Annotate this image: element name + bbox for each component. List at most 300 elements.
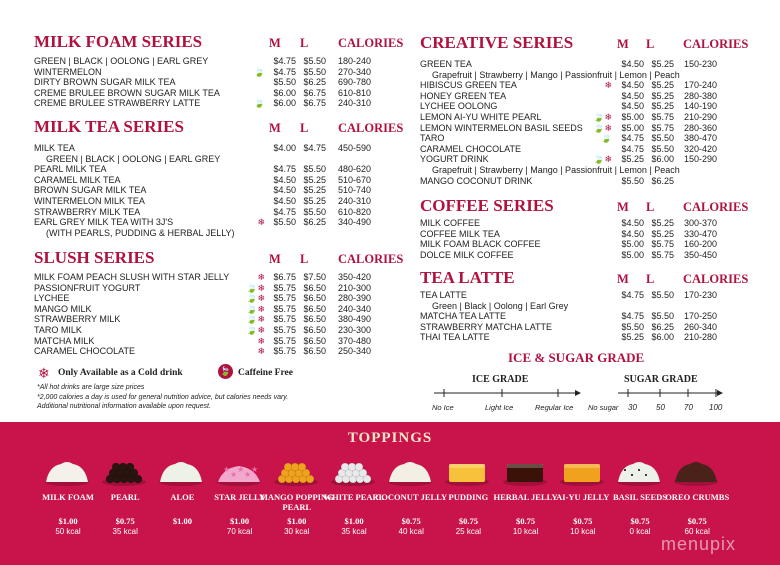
item-name: MANGO MILK	[34, 303, 92, 314]
col-m: M	[269, 36, 281, 50]
price-l: $5.25	[651, 59, 674, 69]
price-l: $6.25	[303, 77, 326, 88]
topping-name: COCONUT JELLY	[375, 492, 448, 502]
item-name: CREME BRULEE BROWN SUGAR MILK TEA	[34, 87, 220, 98]
price-l: $5.50	[303, 66, 326, 77]
menu-row	[34, 272, 394, 283]
calories: 150-290	[684, 154, 718, 165]
tea-latte-title: TEA LATTE	[420, 268, 515, 287]
item-name: STRAWBERRY MATCHA LATTE	[420, 321, 553, 332]
calories: 260-340	[684, 321, 718, 332]
sugar-label-30: 30	[628, 403, 637, 412]
item-name: MILK FOAM BLACK COFFEE	[420, 239, 541, 250]
item-name: MATCHA TEA LATTE	[420, 311, 507, 322]
creative-section	[420, 33, 780, 193]
topping-image	[672, 458, 720, 486]
price-m: $5.75	[273, 303, 296, 314]
item-name: (WITH PEARLS, PUDDING & HERBAL JELLY)	[46, 227, 235, 238]
price-l: $5.75	[651, 249, 674, 260]
menu-row	[34, 325, 394, 336]
item-name: YOGURT DRINK	[420, 154, 489, 165]
price-m: $5.75	[273, 282, 296, 293]
menu-row	[34, 143, 394, 154]
price-m: $4.50	[621, 228, 644, 239]
item-name: MANGO COCONUT DRINK	[420, 175, 533, 186]
price-m: $4.75	[273, 66, 296, 77]
topping-price: $0.75	[401, 516, 421, 526]
price-m: $4.00	[273, 143, 296, 153]
col-l: L	[300, 36, 309, 50]
topping-kcal: 50 kcal	[55, 527, 81, 536]
topping-price: $1.00	[287, 516, 307, 526]
calories: 210-290	[684, 112, 718, 122]
calories: 370-480	[338, 335, 372, 346]
topping-price: $0.75	[458, 516, 478, 526]
menu-row	[34, 283, 394, 294]
price-l: $5.25	[303, 174, 326, 185]
menu-row	[420, 229, 780, 240]
item-name: EARL GREY MILK TEA WITH 3J'S	[34, 217, 174, 228]
calories: 240-310	[338, 98, 372, 109]
calories: 170-240	[684, 80, 718, 91]
item-badge-icon: 🍃❄	[246, 325, 265, 335]
item-badge-icon: 🍃❄	[246, 282, 265, 293]
topping-price: $1.00	[344, 516, 364, 526]
price-l: $6.50	[303, 325, 326, 335]
price-l: $7.50	[303, 272, 326, 282]
item-name: LYCHEE	[34, 293, 70, 304]
calories: 280-380	[684, 90, 718, 101]
item-name: HIBISCUS GREEN TEA	[420, 80, 517, 91]
topping-name: WHITE PEARL	[323, 492, 385, 502]
col-l: L	[646, 37, 655, 51]
item-name: Green | Black | Oolong | Earl Grey	[432, 300, 569, 311]
menu-row	[420, 165, 780, 176]
note-hot: *All hot drinks are large size prices	[37, 384, 145, 391]
calories: 280-390	[338, 293, 372, 304]
calories: 240-340	[338, 303, 372, 314]
menu-row	[420, 218, 780, 229]
item-badge-icon: 🍃	[253, 66, 265, 77]
item-name: TARO MILK	[34, 325, 82, 335]
item-name: GREEN TEA	[420, 59, 472, 69]
menu-row	[420, 154, 780, 165]
calories: 240-310	[338, 196, 372, 206]
price-m: $4.50	[621, 101, 644, 112]
topping-name: PEARL	[110, 492, 140, 502]
price-m: $6.00	[273, 98, 296, 109]
col-l: L	[300, 121, 309, 135]
calories: 450-590	[338, 143, 372, 153]
ice-label-none: No Ice	[432, 403, 454, 412]
grade-title: ICE & SUGAR GRADE	[508, 350, 645, 365]
svg-text:★: ★	[250, 465, 258, 474]
menu-row	[420, 133, 780, 144]
menu-row	[420, 250, 780, 261]
topping-kcal: 10 kcal	[512, 527, 539, 536]
calories: 140-190	[684, 101, 718, 112]
milk-foam-section	[34, 32, 404, 117]
calories: 380-490	[338, 314, 372, 325]
calories: 510-670	[338, 174, 372, 185]
calories: 230-300	[338, 325, 372, 335]
topping-name: MILK FOAM	[42, 492, 94, 502]
calories: 300-370	[684, 218, 718, 228]
calories: 610-820	[338, 206, 372, 217]
coffee-title: COFFEE SERIES	[420, 196, 554, 215]
price-m: $5.50	[621, 175, 644, 186]
note-nutrition: Additional nutritional information available upon request.	[37, 403, 211, 410]
price-m: $4.50	[621, 80, 644, 91]
menu-row	[34, 346, 394, 357]
price-m: $5.75	[273, 293, 296, 304]
item-name: MILK TEA	[34, 143, 75, 153]
milk-tea-section	[34, 117, 404, 247]
item-name: DOLCE MILK COFFEE	[420, 249, 514, 260]
menu-row	[34, 154, 394, 165]
topping-image	[615, 458, 663, 486]
price-l: $5.25	[651, 218, 674, 228]
price-l: $6.25	[651, 321, 674, 332]
item-name: GREEN | BLACK | OOLONG | EARL GREY	[46, 153, 221, 164]
sugar-grade-title: SUGAR GRADE	[624, 374, 698, 385]
topping-image	[501, 458, 549, 486]
item-name: DIRTY BROWN SUGAR MILK TEA	[34, 77, 176, 88]
topping-image	[443, 458, 491, 486]
menu-row	[34, 175, 394, 186]
col-m: M	[617, 37, 629, 51]
price-m: $4.50	[273, 174, 296, 185]
col-l: L	[300, 252, 309, 266]
calories: 610-810	[338, 87, 372, 98]
item-badge-icon: ❄	[257, 346, 265, 357]
price-m: $4.50	[621, 59, 644, 69]
price-l: $5.25	[651, 101, 674, 112]
price-m: $5.75	[273, 325, 296, 335]
menu-row	[420, 112, 780, 123]
menu-row	[34, 336, 394, 347]
topping-name: PUDDING	[448, 492, 489, 502]
menu-row	[420, 311, 780, 322]
calories: 210-280	[684, 332, 718, 343]
item-name: MILK COFFEE	[420, 218, 481, 228]
topping-price: $0.75	[573, 516, 593, 526]
calories: 280-360	[684, 122, 718, 133]
price-l: $6.50	[303, 346, 326, 357]
price-l: $5.50	[303, 164, 326, 175]
toppings-title: TOPPINGS	[347, 430, 433, 446]
item-badge-icon: 🍃❄	[593, 112, 612, 122]
topping-image	[215, 458, 263, 486]
price-m: $5.00	[621, 249, 644, 260]
menu-row	[420, 59, 780, 70]
price-l: $6.50	[303, 303, 326, 314]
slush-title: SLUSH SERIES	[34, 248, 155, 267]
price-m: $5.00	[621, 112, 644, 122]
item-name: CARAMEL CHOCOLATE	[420, 143, 522, 154]
slush-section	[34, 248, 404, 363]
col-m: M	[617, 200, 629, 214]
item-badge-icon: 🍃❄	[246, 314, 265, 325]
item-name: STRAWBERRY MILK TEA	[34, 206, 141, 217]
price-m: $4.50	[273, 185, 296, 196]
price-m: $4.75	[621, 290, 644, 300]
price-l: $6.75	[303, 98, 326, 109]
price-l: $5.25	[303, 185, 326, 196]
topping-name: STAR JELLY	[214, 492, 265, 502]
price-l: $6.50	[303, 282, 326, 293]
col-calories: CALORIES	[683, 272, 749, 286]
price-l: $5.50	[303, 206, 326, 217]
col-calories: CALORIES	[338, 36, 404, 50]
price-m: $5.75	[273, 314, 296, 325]
col-l: L	[646, 200, 655, 214]
price-l: $6.75	[303, 87, 326, 98]
topping-kcal: 35 kcal	[341, 527, 367, 536]
svg-text:★: ★	[229, 470, 237, 479]
svg-text:★: ★	[222, 465, 230, 474]
item-name: STRAWBERRY MILK	[34, 314, 121, 325]
item-badge-icon: ❄	[257, 217, 265, 228]
item-name: HONEY GREEN TEA	[420, 90, 507, 101]
price-m: $4.75	[273, 56, 296, 66]
topping-image	[272, 458, 320, 486]
item-badge-icon: 🍃❄	[246, 303, 265, 314]
price-m: $5.25	[621, 154, 644, 165]
menu-row	[420, 101, 780, 112]
topping-price: $0.75	[516, 516, 536, 526]
menu-row	[34, 56, 394, 67]
item-name: PEARL MILK TEA	[34, 164, 107, 175]
menu-row	[420, 322, 780, 333]
calories: 160-200	[684, 239, 718, 250]
tea-latte-section	[420, 268, 780, 348]
menu-row	[34, 314, 394, 325]
milk-foam-title: MILK FOAM SERIES	[34, 32, 203, 51]
legend-caffeine: Caffeine Free	[238, 368, 293, 378]
legend-cold: Only Available as a Cold drink	[58, 368, 183, 378]
topping-image	[329, 458, 377, 486]
topping-image	[100, 458, 148, 486]
calories: 170-230	[684, 290, 718, 300]
price-l: $5.50	[651, 311, 674, 322]
menu-row	[420, 123, 780, 134]
price-l: $5.25	[303, 196, 326, 206]
item-name: MILK FOAM PEACH SLUSH WITH STAR JELLY	[34, 272, 230, 282]
topping-kcal: 10 kcal	[570, 527, 596, 536]
price-l: $5.50	[651, 290, 674, 300]
menu-row	[34, 293, 394, 304]
col-m: M	[617, 272, 629, 286]
topping-price: $1.00	[172, 516, 192, 526]
topping-kcal: 40 kcal	[398, 527, 424, 536]
price-m: $4.75	[621, 133, 644, 144]
calories: 380-470	[684, 133, 718, 144]
item-name: LYCHEE OOLONG	[420, 101, 498, 112]
price-l: $6.00	[651, 154, 674, 165]
item-badge-icon: 🍃❄	[246, 293, 265, 304]
topping-name: AI-YU JELLY	[556, 492, 610, 502]
menu-row	[420, 301, 780, 312]
topping-price: $0.75	[115, 516, 135, 526]
topping-image	[386, 458, 434, 486]
menu-row	[420, 91, 780, 102]
item-name: THAI TEA LATTE	[420, 332, 490, 343]
price-l: $6.50	[303, 314, 326, 325]
col-calories: CALORIES	[338, 121, 404, 135]
price-l: $5.75	[651, 112, 674, 122]
price-m: $4.50	[273, 196, 296, 206]
topping-kcal: 25 kcal	[455, 527, 482, 536]
price-m: $5.75	[273, 335, 296, 346]
calories: 320-420	[684, 143, 718, 154]
menu-row	[34, 67, 394, 78]
item-name: CREME BRULEE STRAWBERRY LATTE	[34, 98, 201, 109]
calories: 250-340	[338, 346, 372, 357]
price-l: $5.25	[651, 80, 674, 91]
price-m: $5.25	[621, 332, 644, 343]
topping-name: MANGO POPPING PEARL	[259, 492, 334, 512]
price-m: $4.50	[621, 218, 644, 228]
menu-row	[420, 144, 780, 155]
item-name: BROWN SUGAR MILK TEA	[34, 185, 147, 196]
topping-name: BASIL SEEDS	[612, 492, 668, 502]
menu-row	[34, 164, 394, 175]
item-name: COFFEE MILK TEA	[420, 228, 500, 239]
topping-image	[558, 458, 606, 486]
item-name: TARO	[420, 133, 445, 144]
price-l: $6.50	[303, 293, 326, 304]
menu-row	[420, 176, 780, 187]
item-name: PASSIONFRUIT YOGURT	[34, 282, 141, 293]
svg-text:★: ★	[236, 465, 244, 474]
topping-kcal: 70 kcal	[226, 527, 253, 536]
calories: 330-470	[684, 228, 718, 239]
item-name: Grapefruit | Strawberry | Mango | Passionfruit | Lemon | Peach	[432, 69, 680, 80]
price-m: $4.75	[273, 164, 296, 175]
price-l: $5.75	[651, 239, 674, 250]
watermark: menupix	[660, 534, 736, 554]
item-name: Grapefruit | Strawberry | Mango | Passionfruit | Lemon | Peach	[432, 165, 680, 175]
calories: 690-780	[338, 77, 372, 88]
item-badge-icon: 🍃	[600, 133, 612, 144]
menu-row	[34, 207, 394, 218]
topping-kcal: 60 kcal	[684, 527, 710, 536]
menu-row	[34, 98, 394, 109]
sugar-label-50: 50	[656, 403, 665, 412]
ice-grade-title: ICE GRADE	[472, 374, 529, 385]
price-m: $5.50	[273, 77, 296, 88]
calories: 340-490	[338, 217, 372, 228]
price-m: $6.75	[273, 272, 296, 282]
calories: 350-420	[338, 272, 372, 282]
menu-row	[34, 77, 394, 88]
item-name: WINTERMELON MILK TEA	[34, 196, 145, 206]
price-m: $6.00	[273, 87, 296, 98]
topping-price: $0.75	[687, 516, 707, 526]
col-m: M	[269, 121, 281, 135]
price-l: $5.50	[303, 56, 326, 66]
price-m: $4.75	[621, 311, 644, 322]
menu-row	[420, 70, 780, 81]
sugar-label-none: No sugar	[588, 403, 619, 412]
price-l: $5.25	[651, 228, 674, 239]
item-name: GREEN | BLACK | OOLONG | EARL GREY	[34, 56, 209, 66]
price-l: $5.25	[651, 90, 674, 101]
price-l: $5.75	[651, 122, 674, 133]
col-calories: CALORIES	[683, 37, 749, 51]
menu-row	[420, 290, 780, 301]
price-l: $4.75	[303, 143, 326, 153]
snowflake-icon: ❄	[38, 365, 50, 381]
menu-row	[34, 228, 394, 239]
topping-kcal: 35 kcal	[112, 527, 138, 536]
calories: 270-340	[338, 66, 372, 77]
item-badge-icon: ❄	[604, 80, 612, 91]
menu-row	[34, 88, 394, 99]
topping-name: HERBAL JELLY	[493, 492, 558, 502]
calories: 170-250	[684, 311, 718, 322]
item-name: WINTERMELON	[34, 66, 102, 77]
price-m: $5.50	[273, 217, 296, 228]
item-name: CARAMEL MILK TEA	[34, 174, 121, 185]
calories: 350-450	[684, 249, 718, 260]
topping-image	[157, 458, 205, 486]
topping-price: $1.00	[58, 516, 78, 526]
item-badge-icon: 🍃❄	[593, 122, 612, 133]
topping-name: OREO CRUMBS	[665, 492, 730, 502]
price-l: $5.50	[651, 143, 674, 154]
coffee-section	[420, 196, 780, 266]
item-badge-icon: 🍃❄	[593, 154, 612, 165]
item-badge-icon: ❄	[257, 272, 265, 282]
price-m: $5.50	[621, 321, 644, 332]
price-l: $6.00	[651, 332, 674, 343]
grade-scales	[430, 385, 730, 405]
creative-title: CREATIVE SERIES	[420, 33, 574, 52]
item-name: TEA LATTE	[420, 290, 467, 300]
ice-label-regular: Regular Ice	[535, 403, 574, 412]
price-l: $6.50	[303, 335, 326, 346]
price-m: $4.50	[621, 90, 644, 101]
price-l: $6.25	[651, 175, 674, 186]
menu-row	[420, 332, 780, 343]
item-badge-icon: ❄	[257, 335, 265, 346]
calories: 510-740	[338, 185, 372, 196]
topping-price: $1.00	[230, 516, 250, 526]
menu-row	[34, 304, 394, 315]
menu-row	[34, 185, 394, 196]
milk-tea-title: MILK TEA SERIES	[34, 117, 184, 136]
topping-kcal: 0 kcal	[629, 527, 651, 536]
col-m: M	[269, 252, 281, 266]
price-m: $4.75	[273, 206, 296, 217]
note-calories: *2,000 calories a day is used for general nutrition advice, but calories needs vary.	[37, 394, 289, 401]
col-l: L	[646, 272, 655, 286]
sugar-label-100: 100	[709, 403, 723, 412]
item-name: CARAMEL CHOCOLATE	[34, 346, 136, 357]
price-m: $5.00	[621, 122, 644, 133]
svg-text:★: ★	[243, 470, 251, 479]
calories: 210-300	[338, 282, 372, 293]
item-badge-icon: 🍃	[253, 98, 265, 109]
item-name: MATCHA MILK	[34, 335, 95, 346]
topping-name: ALOE	[170, 492, 195, 502]
calories: 180-240	[338, 56, 372, 66]
menu-row	[420, 80, 780, 91]
col-calories: CALORIES	[338, 252, 404, 266]
col-calories: CALORIES	[683, 200, 749, 214]
